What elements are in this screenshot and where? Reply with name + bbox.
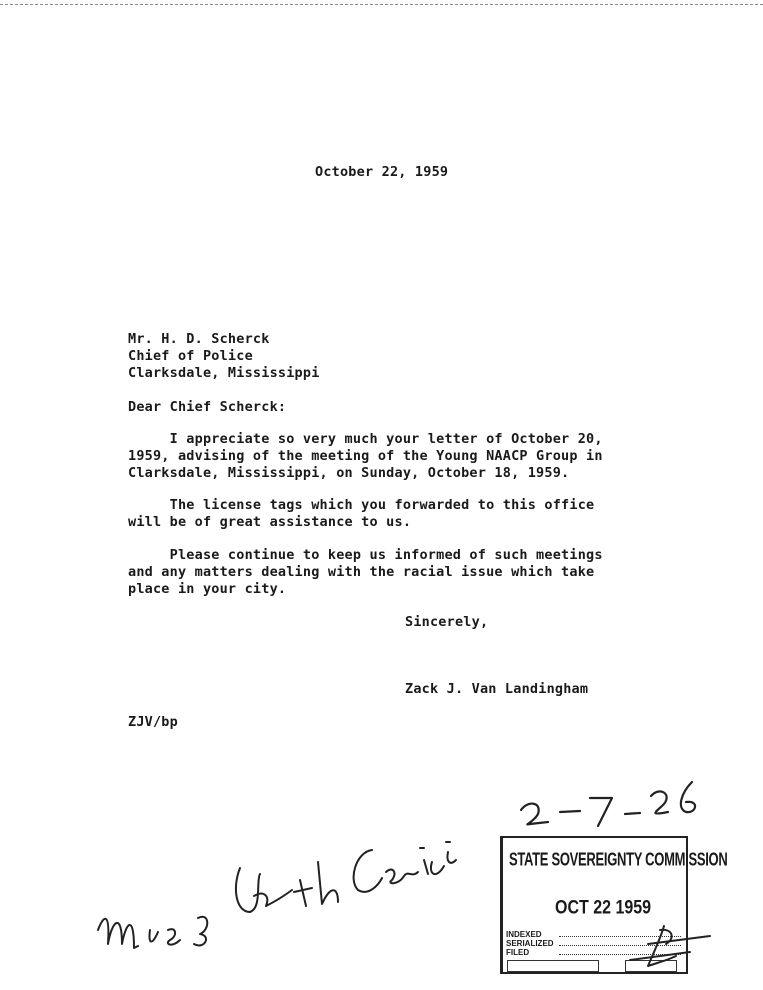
letter-date: October 22, 1959	[315, 164, 449, 180]
stamp-date: OCT 22 1959	[555, 898, 652, 919]
recipient-city: Clarksdale, Mississippi	[128, 365, 320, 381]
stamp-field-filed: FILED	[506, 948, 530, 957]
closing: Sincerely,	[405, 614, 489, 630]
stamp-field-indexed: INDEXED	[506, 930, 542, 939]
salutation: Dear Chief Scherck:	[128, 399, 287, 415]
body-paragraph-2: The license tags which you forwarded to this office will be of great assistance to us.	[128, 497, 595, 530]
stamp-title: STATE SOVEREIGNTY COMMISSION	[509, 848, 728, 870]
stamp-field-serialized: SERIALIZED	[506, 939, 554, 948]
recipient-name: Mr. H. D. Scherck	[128, 331, 270, 347]
signature-name: Zack J. Van Landingham	[405, 681, 589, 697]
reference-initials: ZJV/bp	[128, 714, 178, 730]
recipient-title: Chief of Police	[128, 348, 253, 364]
body-paragraph-3: Please continue to keep us informed of such meetings and any matters dealing with the racial issue which take place in your city.	[128, 547, 603, 597]
body-paragraph-1: I appreciate so very much your letter of October 20, 1959, advising of the meeting of the Young NAACP Group in Clarksdale, Mississippi, on Sunday, October 18, 1959.	[128, 431, 603, 481]
